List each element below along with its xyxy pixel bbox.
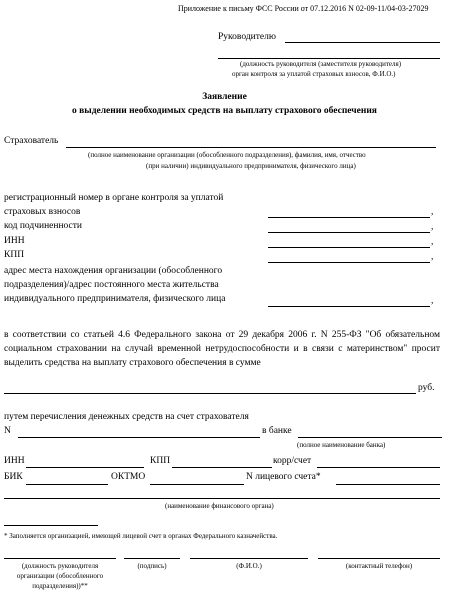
kpp-label-2: КПП	[150, 456, 171, 466]
position-hint-3: подразделения))**	[32, 582, 88, 590]
inn-field-2[interactable]	[26, 467, 144, 468]
inn-label: ИНН	[4, 236, 25, 246]
comma: ,	[431, 252, 434, 262]
personal-account-label: N лицевого счета*	[246, 472, 321, 482]
address-label-2: подразделения)/адрес постоянного места жительства	[4, 280, 219, 290]
reg-number-field[interactable]	[268, 217, 430, 218]
address-field[interactable]	[268, 306, 430, 307]
oktmo-label: ОКТМО	[111, 472, 146, 482]
transfer-intro: путем перечисления денежных средств на счет страхователя	[4, 412, 249, 422]
oktmo-field[interactable]	[150, 484, 244, 485]
bik-field[interactable]	[26, 484, 108, 485]
insurer-label: Страхователь	[4, 136, 59, 146]
position-hint-1: (должность руководителя	[21, 562, 99, 570]
account-n-label: N	[4, 426, 11, 436]
footnote-divider	[4, 525, 98, 526]
corr-account-field[interactable]	[317, 467, 440, 468]
bank-name-field[interactable]	[298, 437, 442, 438]
inn-field[interactable]	[268, 247, 430, 248]
to-head-hint-1: (должность руководителя (заместителя руководителя)	[240, 60, 402, 68]
footnote: * Заполняется организацией, имеющей лицевой счет в органах Федерального казначейства.	[4, 532, 278, 540]
to-head-hint-2: орган контроля за уплатой страховых взносов, Ф.И.О.)	[232, 70, 396, 78]
comma: ,	[431, 207, 434, 217]
position-hint-2: организации (обособленного	[16, 572, 104, 580]
rub-label: руб.	[418, 383, 435, 393]
kpp-field-2[interactable]	[172, 467, 272, 468]
kpp-field[interactable]	[268, 262, 430, 263]
inn-label-2: ИНН	[4, 456, 25, 466]
fin-body-field[interactable]	[4, 498, 440, 499]
account-number-field[interactable]	[18, 437, 260, 438]
comma: ,	[431, 222, 434, 232]
personal-account-field[interactable]	[336, 484, 440, 485]
to-head-line-2[interactable]	[218, 58, 440, 59]
reg-number-label-2: страховых взносов	[4, 207, 81, 217]
insurer-line[interactable]	[66, 147, 436, 148]
phone-hint: (контактный телефон)	[345, 562, 413, 570]
kpp-label: КПП	[4, 250, 25, 260]
fio-hint: (Ф.И.О.)	[236, 562, 262, 570]
signature-line[interactable]	[124, 558, 180, 559]
position-signature-line[interactable]	[4, 558, 116, 559]
in-bank-label: в банке	[262, 426, 292, 436]
insurer-hint-1: (полное наименование организации (обособленного подразделения), фамилия, имя, отчество	[88, 151, 366, 159]
phone-line[interactable]	[318, 558, 440, 559]
document-title: Заявление	[202, 92, 247, 102]
reg-number-label-1: регистрационный номер в органе контроля за уплатой	[4, 193, 224, 203]
body-paragraph: в соответствии со статьей 4.6 Федерального закона от 29 декабря 2006 г. N 255-ФЗ "Об обязательном социальном страховании на случай временной нетрудоспособности и в связи с материнством" просит выделить средства на выплату страхового обеспечения в сумме	[4, 330, 440, 368]
signature-hint: (подпись)	[137, 562, 167, 570]
comma: ,	[431, 296, 434, 306]
sub-code-label: код подчиненности	[4, 221, 82, 231]
address-label-1: адрес места нахождения организации (обособленного	[4, 266, 223, 276]
document-subtitle: о выделении необходимых средств на выплату страхового обеспечения	[72, 106, 377, 116]
fio-line[interactable]	[190, 558, 308, 559]
insurer-hint-2: (при наличии) индивидуального предпринимателя, физического лица)	[146, 162, 356, 170]
amount-field[interactable]	[4, 393, 416, 394]
appendix-note: Приложение к письму ФСС России от 07.12.2016 N 02-09-11/04-03-27029	[178, 4, 429, 13]
to-head-label: Руководителю	[218, 32, 276, 42]
corr-account-label: корр/счет	[273, 456, 312, 466]
address-label-3: индивидуального предпринимателя, физического лица	[4, 294, 226, 304]
comma: ,	[431, 237, 434, 247]
bik-label: БИК	[4, 472, 23, 482]
fin-body-hint: (наименование финансового органа)	[165, 502, 274, 510]
bank-hint: (полное наименование банка)	[297, 441, 386, 449]
sub-code-field[interactable]	[268, 232, 430, 233]
to-head-line[interactable]	[285, 42, 440, 43]
